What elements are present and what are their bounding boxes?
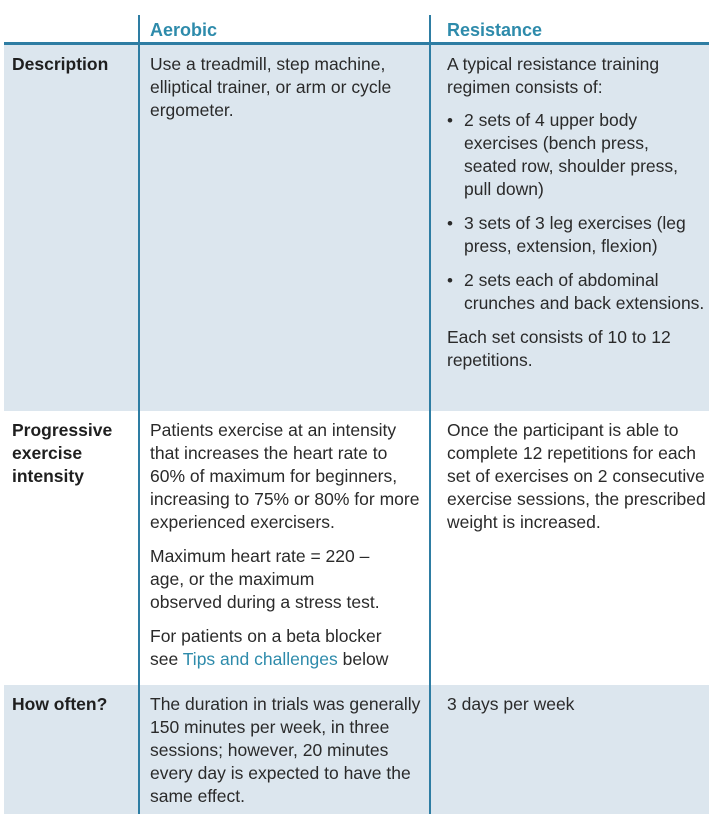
frequency-aerobic-cell xyxy=(150,693,422,808)
intensity-aerobic-cell xyxy=(150,419,420,671)
list-item: • 2 sets of 4 upper body exercises (bench press, seated row, shoulder press, pull down) xyxy=(447,109,705,201)
frequency-resistance-cell xyxy=(447,693,705,716)
column-divider-2 xyxy=(429,15,431,814)
list-item: • 2 sets each of abdominal crunches and back extensions. xyxy=(447,269,705,315)
intensity-resistance-cell xyxy=(447,419,709,534)
list-item: • 3 sets of 3 leg exercises (leg press, extension, flexion) xyxy=(447,212,705,258)
header-rule xyxy=(4,42,709,45)
frequency-aerobic-text: The duration in trials was generally 150 minutes per week, in three sessions; however, 20 minutes every day is expected to have the same effect. xyxy=(150,694,421,806)
resistance-intro: A typical resistance training regimen consists of: xyxy=(447,54,660,97)
table-header-row xyxy=(0,0,721,44)
frequency-resistance-text: 3 days per week xyxy=(447,694,575,714)
column-header-resistance: Resistance xyxy=(447,20,543,40)
column-divider-1 xyxy=(138,15,140,814)
note-suffix: below xyxy=(337,649,389,669)
description-aerobic-cell xyxy=(150,53,420,122)
tips-and-challenges-link[interactable]: Tips and challenges xyxy=(182,649,338,669)
row-label-description: Description xyxy=(12,54,109,74)
intensity-aerobic-text-1: Patients exercise at an intensity that increases the heart rate to 60% of maximum for beginners, increasing to 75% or 80% for more experienced exercisers. xyxy=(150,420,420,532)
intensity-resistance-text: Once the participant is able to complete 12 repetitions for each set of exercises on 2 consecutive exercise sessions, the prescribed weight is increased. xyxy=(447,420,706,532)
note-prefix: For patients on a beta blocker see xyxy=(150,626,382,669)
intensity-aerobic-text-2: Maximum heart rate = 220 – age, or the maximum observed during a stress test. xyxy=(150,546,380,612)
intensity-aerobic-note xyxy=(150,625,400,671)
description-aerobic-text: Use a treadmill, step machine, elliptical trainer, or arm or cycle ergometer. xyxy=(150,54,392,120)
row-label-frequency: How often? xyxy=(12,694,108,714)
row-label-intensity: Progressive exercise intensity xyxy=(12,420,113,486)
column-header-aerobic: Aerobic xyxy=(150,20,218,40)
description-resistance-cell xyxy=(447,53,705,372)
resistance-outro: Each set consists of 10 to 12 repetitions. xyxy=(447,327,671,370)
resistance-bullet-list xyxy=(447,109,705,315)
